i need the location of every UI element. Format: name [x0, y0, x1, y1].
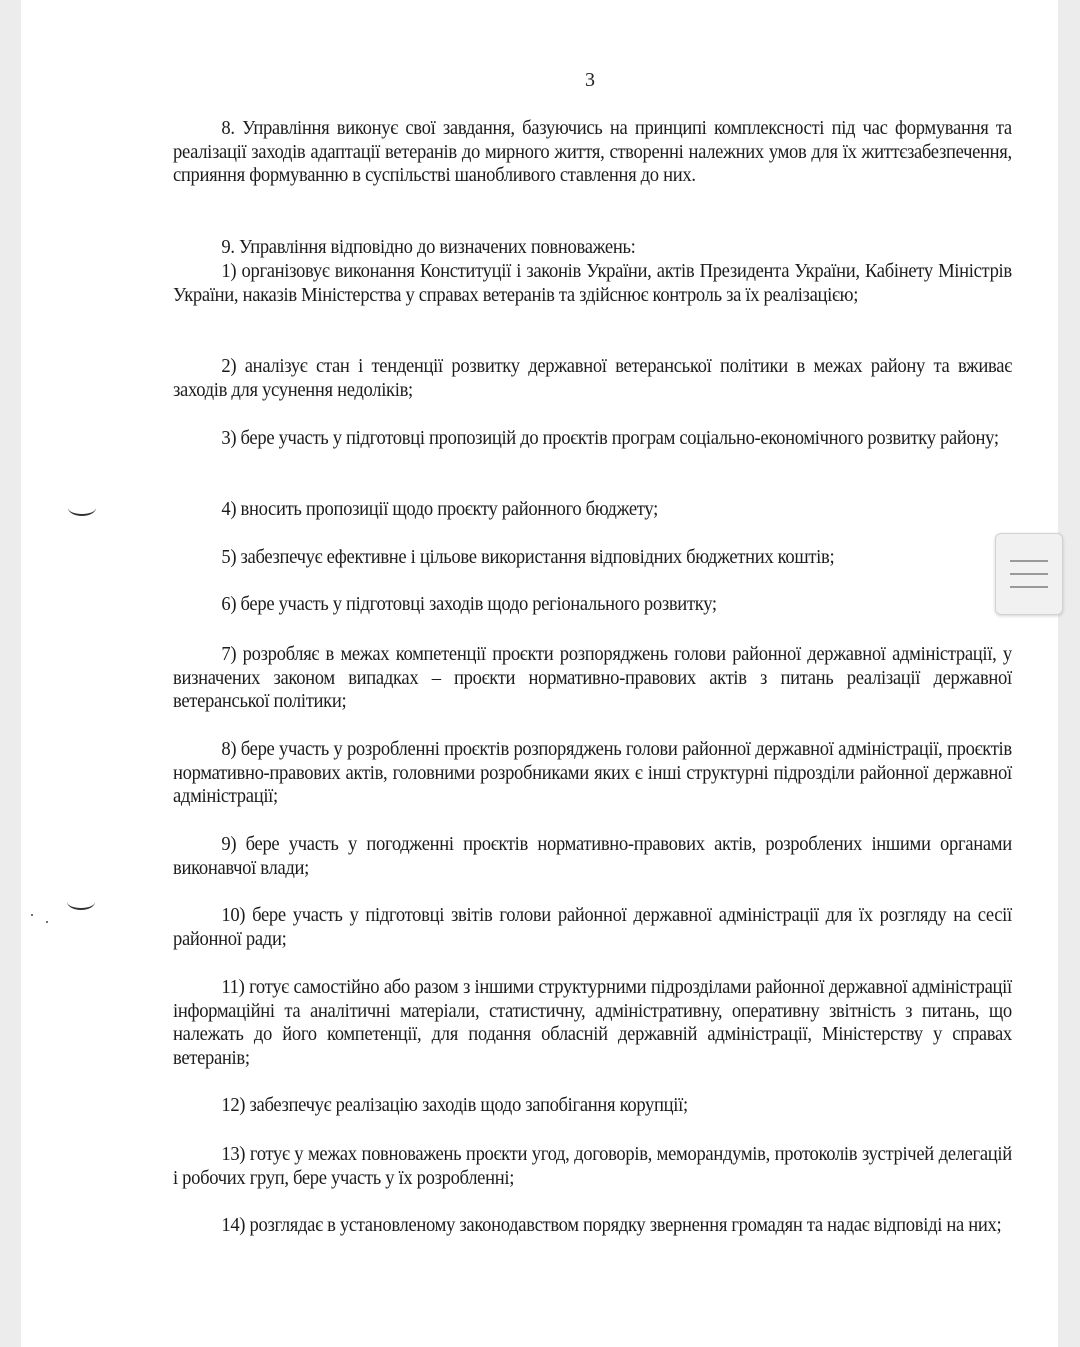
list-item-9: 9) бере участь у погодженні проєктів нормативно-правових актів, розроблених іншими органами виконавчої влади;: [173, 833, 1012, 879]
list-item-4: 4) вносить пропозиції щодо проєкту районного бюджету;: [221, 498, 658, 520]
hamburger-menu-icon: [1010, 560, 1048, 562]
list-item-3: 3) бере участь у підготовці пропозицій до проєктів програм соціально-економічного розвитку району;: [221, 427, 999, 449]
punch-hole-mark: [67, 894, 95, 910]
paragraph-8: 8. Управління виконує свої завдання, базуючись на принципі комплексності під час формування та реалізації заходів адаптації ветеранів до мирного життя, створенні належних умов для їх життєзабезпечення, сприяння формуванню в суспільстві шанобливого ставлення до них.: [173, 117, 1012, 187]
list-item-14: 14) розглядає в установленому законодавством порядку звернення громадян та надає відповіді на них;: [221, 1214, 1002, 1236]
list-item-13: 13) готує у межах повноважень проєкти угод, договорів, меморандумів, протоколів зустрічей делегацій і робочих груп, бере участь у їх розробленні;: [173, 1143, 1012, 1189]
list-item-5: 5) забезпечує ефективне і цільове використання відповідних бюджетних коштів;: [221, 546, 835, 568]
hamburger-menu-icon-bar: [1010, 586, 1048, 588]
list-item-2: 2) аналізує стан і тенденції розвитку державної ветеранської політики в межах району та вживає заходів для усунення недоліків;: [173, 355, 1012, 401]
paragraph-9-heading: 9. Управління відповідно до визначених повноважень:: [221, 236, 636, 258]
list-item-10: 10) бере участь у підготовці звітів голови районної державної адміністрації для їх розгляду на сесії районної ради;: [173, 904, 1012, 950]
punch-hole-mark: [68, 500, 96, 516]
scan-speck: [31, 914, 33, 916]
list-item-1: 1) організовує виконання Конституції і законів України, актів Президента України, Кабінету Міністрів України, наказів Міністерства у справах ветеранів та здійснює контроль за їх реалізацією;: [173, 260, 1012, 306]
list-item-6: 6) бере участь у підготовці заходів щодо регіонального розвитку;: [221, 593, 717, 615]
document-menu-button[interactable]: [995, 533, 1063, 615]
page-number: 3: [585, 69, 595, 91]
list-item-7: 7) розробляє в межах компетенції проєкти розпоряджень голови районної державної адміністрації, у визначених законом випадках – проєкти нормативно-правових актів з питань реалізації державної ветеранської політики;: [173, 643, 1012, 713]
list-item-11: 11) готує самостійно або разом з іншими структурними підрозділами районної державної адміністрації інформаційні та аналітичні матеріали, статистичну, адміністративну, оперативну звітність з питань, що належать до його компетенції, для подання обласній державній адміністрації, Міністерству у справах ветеранів;: [173, 976, 1012, 1069]
hamburger-menu-icon-bar: [1010, 573, 1048, 575]
list-item-8: 8) бере участь у розробленні проєктів розпоряджень голови районної державної адміністрації, проєктів нормативно-правових актів, головними розробниками яких є інші структурні підрозділи районної державної адміністрації;: [173, 738, 1012, 808]
list-item-12: 12) забезпечує реалізацію заходів щодо запобігання корупції;: [221, 1094, 688, 1116]
scan-speck: [46, 921, 48, 923]
